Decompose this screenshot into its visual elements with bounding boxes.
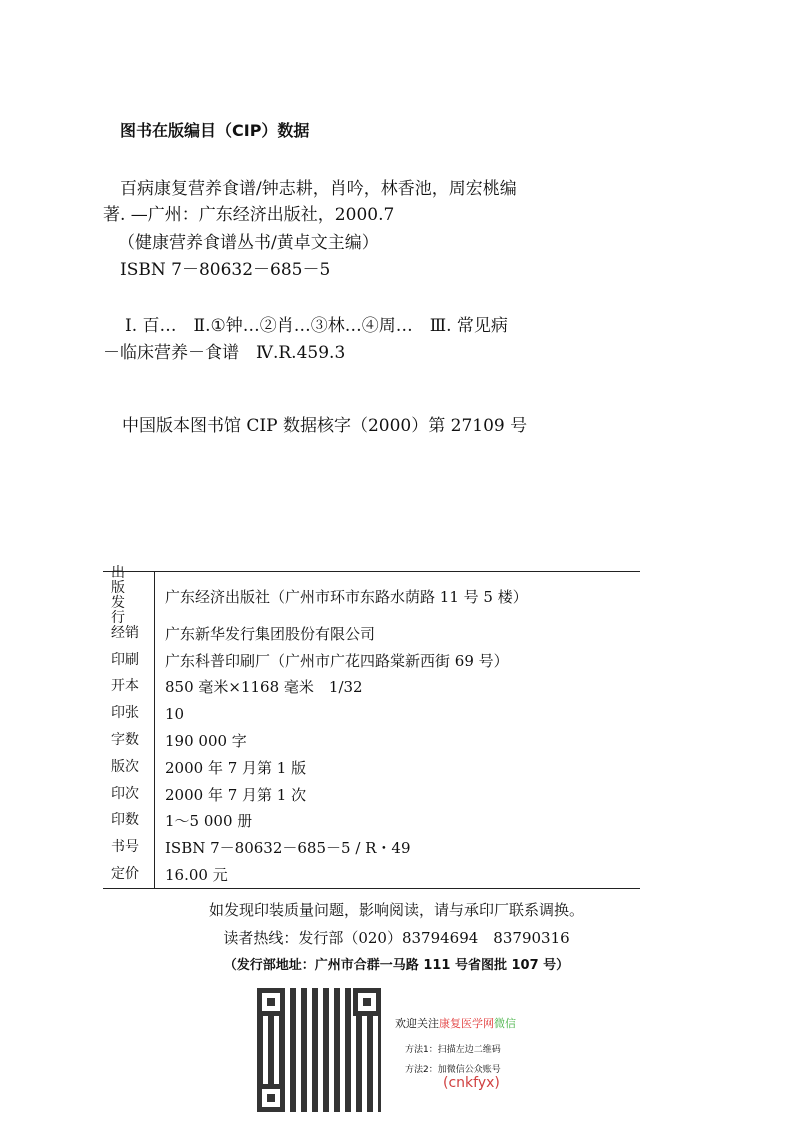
row-value: 1～5 000 册 [165, 812, 253, 831]
row-value: 16.00 元 [165, 866, 228, 885]
row-value: 2000 年 7 月第 1 版 [165, 758, 307, 777]
cip-line: 著. —广州：广东经济出版社，2000.7 [103, 205, 395, 225]
promo-prefix: 欢迎关注 [395, 1017, 439, 1030]
row-label: 书号 [103, 834, 155, 861]
promo-method-2: 方法2：加微信公众账号 [405, 1065, 501, 1075]
table-row [103, 700, 640, 727]
row-label: 印张 [103, 700, 155, 727]
promo-follow [395, 1015, 516, 1031]
cip-subject: －临床营养－食谱 Ⅳ.R.459.3 [103, 343, 346, 363]
row-label: 印次 [103, 781, 155, 808]
table-row [103, 781, 640, 808]
table-row [103, 808, 640, 835]
row-value: 850 毫米×1168 毫米 1/32 [165, 678, 363, 697]
cip-line: （健康营养食谱丛书/黄卓文主编） [118, 233, 379, 253]
row-label: 出版发行 [103, 572, 155, 620]
table-row [103, 647, 640, 674]
promo-method-1: 方法1：扫描左边二维码 [405, 1045, 501, 1055]
row-label: 印刷 [103, 647, 155, 674]
row-value: 10 [165, 704, 185, 723]
row-label: 印数 [103, 808, 155, 835]
table-row [103, 565, 640, 626]
row-label: 字数 [103, 727, 155, 754]
cip-heading: 图书在版编目（CIP）数据 [120, 121, 310, 140]
row-value: 广东经济出版社（广州市环市东路水荫路 11 号 5 楼） [165, 587, 528, 606]
table-row [103, 674, 640, 701]
row-value: 2000 年 7 月第 1 次 [165, 785, 307, 804]
distribution-address: （发行部地址：广州市合群一马路 111 号省图批 107 号） [223, 958, 570, 973]
reader-hotline: 读者热线：发行部（020）83794694 83790316 [223, 929, 570, 947]
qr-code[interactable] [257, 988, 381, 1112]
row-label: 版次 [103, 754, 155, 781]
row-value: ISBN 7－80632－685－5 / R・49 [165, 839, 411, 858]
cip-subject: Ⅰ. 百… Ⅱ.①钟…②肖…③林…④周… Ⅲ. 常见病 [125, 316, 508, 336]
row-label: 定价 [103, 861, 155, 888]
publication-info-table [103, 565, 640, 889]
quality-notice: 如发现印装质量问题，影响阅读，请与承印厂联系调换。 [208, 901, 584, 919]
cip-line: 百病康复营养食谱/钟志耕，肖吟，林香池，周宏桃编 [120, 179, 517, 199]
cip-isbn: ISBN 7－80632－685－5 [120, 260, 331, 280]
row-label: 经销 [103, 620, 155, 647]
row-value: 广东科普印刷厂（广州市广花四路棠新西街 69 号） [165, 651, 509, 670]
table-row [103, 754, 640, 781]
row-value: 广东新华发行集团股份有限公司 [165, 624, 376, 643]
cip-record-number: 中国版本图书馆 CIP 数据核字（2000）第 27109 号 [122, 416, 528, 436]
table-row [103, 834, 640, 861]
table-row [103, 620, 640, 647]
row-value: 190 000 字 [165, 732, 247, 751]
promo-account: (cnkfyx) [443, 1075, 500, 1091]
table-row [103, 727, 640, 754]
row-label: 开本 [103, 674, 155, 701]
promo-suffix: 微信 [494, 1017, 516, 1030]
table-row [103, 861, 640, 889]
promo-name: 康复医学网 [439, 1017, 494, 1030]
